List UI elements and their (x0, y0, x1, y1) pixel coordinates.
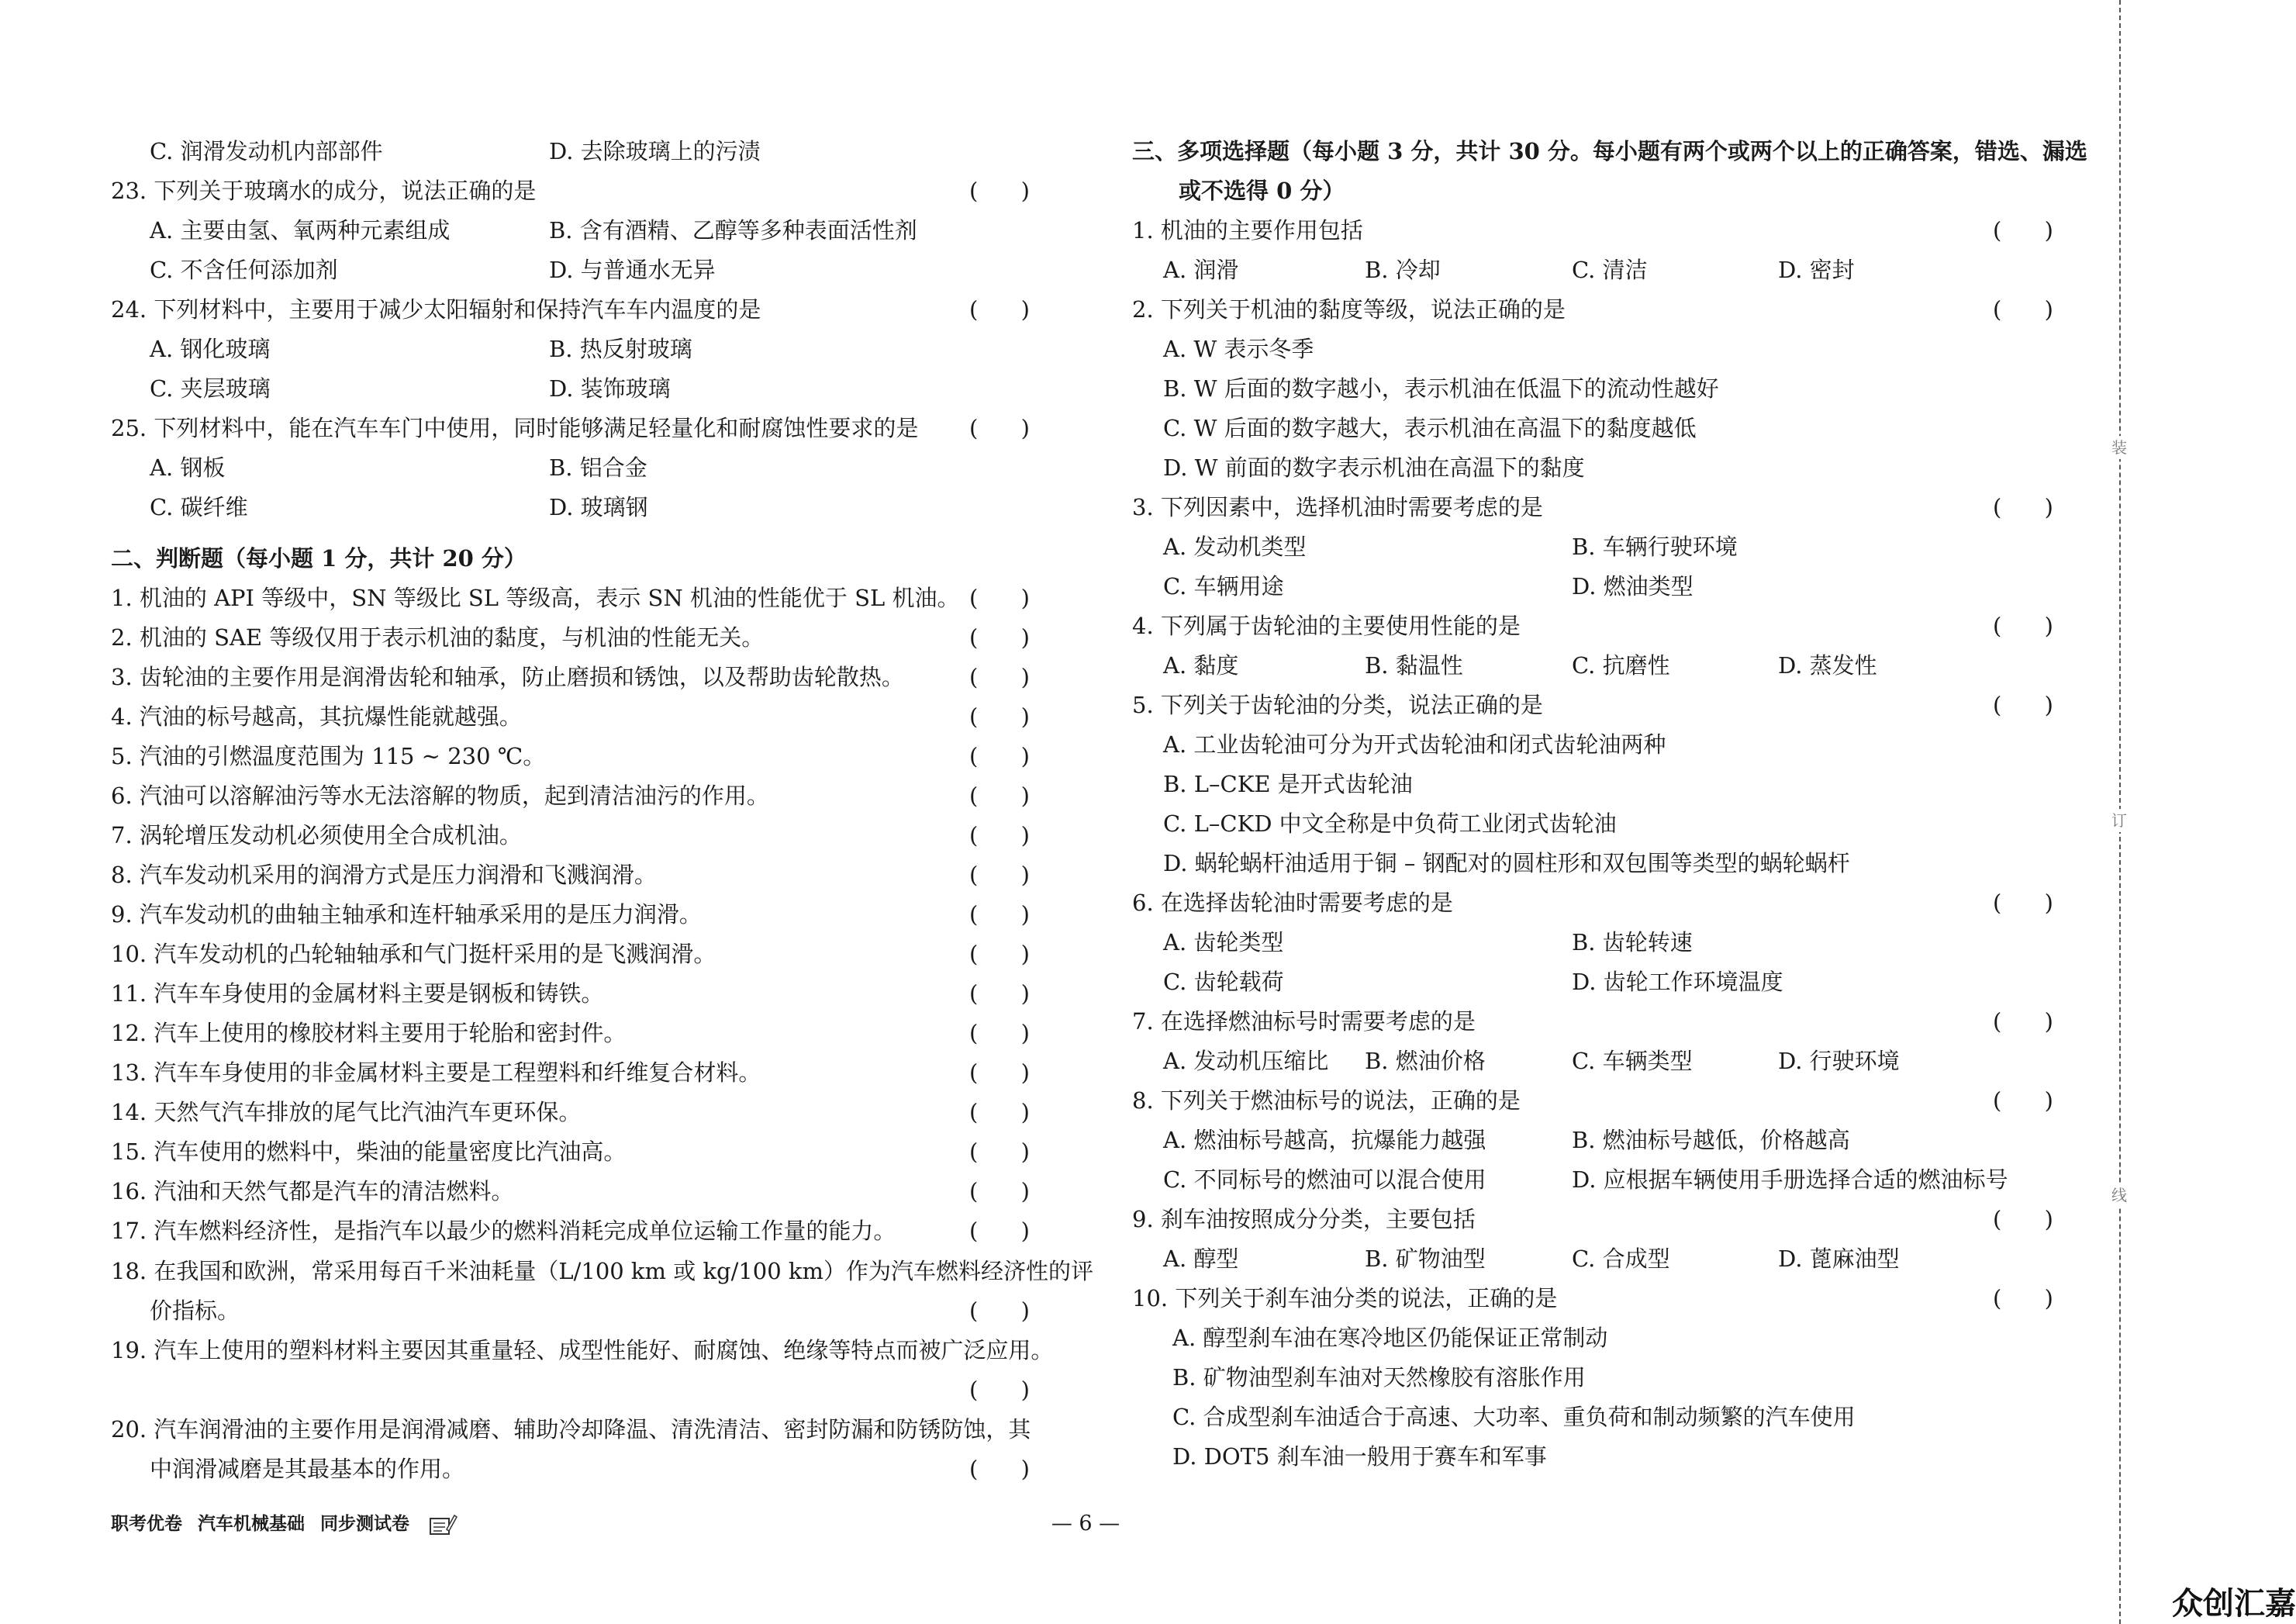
judgment-item-18: 18. 在我国和欧洲，常采用每百千米油耗量（L/100 km 或 kg/100 km）作为汽车燃料经济性的评 (111, 1258, 1093, 1284)
answer-paren: ( ) (969, 1139, 1030, 1165)
mc2-option-b: B. W 后面的数字越小，表示机油在低温下的流动性越好 (1163, 375, 1719, 402)
answer-paren: ( ) (969, 1297, 1030, 1324)
judgment-item-16: 16. 汽油和天然气都是汽车的清洁燃料。 (111, 1178, 514, 1204)
mc2-option-a: A. W 表示冬季 (1163, 336, 1314, 362)
mc2-option-d: D. W 前面的数字表示机油在高温下的黏度 (1163, 454, 1585, 481)
mc7-option-c: C. 车辆类型 (1572, 1048, 1693, 1074)
mc9-stem: 9. 刹车油按照成分分类，主要包括 (1132, 1206, 1476, 1232)
mc5-option-d: D. 蜗轮蜗杆油适用于铜 – 钢配对的圆柱形和双包围等类型的蜗轮蜗杆 (1163, 850, 1850, 876)
q24-option-c: C. 夹层玻璃 (150, 375, 271, 402)
mc8-option-d: D. 应根据车辆使用手册选择合适的燃油标号 (1572, 1166, 2008, 1193)
q23-option-b: B. 含有酒精、乙醇等多种表面活性剂 (549, 217, 917, 244)
mc9-option-d: D. 蓖麻油型 (1778, 1246, 1900, 1272)
mc7-option-a: A. 发动机压缩比 (1163, 1048, 1329, 1074)
mc3-stem: 3. 下列因素中，选择机油时需要考虑的是 (1132, 494, 1543, 520)
q24-stem: 24. 下列材料中，主要用于减少太阳辐射和保持汽车车内温度的是 (111, 296, 761, 323)
answer-paren: ( ) (1993, 890, 2053, 916)
judgment-item-5: 5. 汽油的引燃温度范围为 115 ~ 230 ℃。 (111, 743, 546, 769)
judgment-item-15: 15. 汽车使用的燃料中，柴油的能量密度比汽油高。 (111, 1139, 627, 1165)
mc5-option-c: C. L–CKD 中文全称是中负荷工业闭式齿轮油 (1163, 810, 1617, 837)
judgment-item-6: 6. 汽油可以溶解油污等水无法溶解的物质，起到清洁油污的作用。 (111, 783, 769, 809)
answer-paren: ( ) (1993, 1008, 2053, 1035)
answer-paren: ( ) (969, 585, 1030, 611)
mc1-option-d: D. 密封 (1778, 257, 1855, 283)
answer-paren: ( ) (1993, 296, 2053, 323)
judgment-item-8: 8. 汽车发动机采用的润滑方式是压力润滑和飞溅润滑。 (111, 862, 657, 888)
mc8-stem: 8. 下列关于燃油标号的说法，正确的是 (1132, 1087, 1521, 1114)
q25-option-d: D. 玻璃钢 (549, 494, 648, 520)
mc10-stem: 10. 下列关于刹车油分类的说法，正确的是 (1132, 1285, 1558, 1311)
section-2-title: 二、判断题（每小题 1 分，共计 20 分） (111, 545, 527, 572)
answer-paren: ( ) (969, 664, 1030, 690)
footer-book-info (111, 1511, 457, 1537)
mc10-option-c: C. 合成型刹车油适合于高速、大功率、重负荷和制动频繁的汽车使用 (1172, 1404, 1856, 1430)
q25-option-b: B. 铝合金 (549, 454, 647, 481)
mc6-option-d: D. 齿轮工作环境温度 (1572, 969, 1783, 995)
mc9-option-b: B. 矿物油型 (1365, 1246, 1486, 1272)
answer-paren: ( ) (969, 743, 1030, 769)
notebook-pen-icon (428, 1512, 457, 1537)
mc2-stem: 2. 下列关于机油的黏度等级，说法正确的是 (1132, 296, 1566, 323)
judgment-item-10: 10. 汽车发动机的凸轮轴轴承和气门挺杆采用的是飞溅润滑。 (111, 941, 716, 967)
q25-option-a: A. 钢板 (150, 454, 226, 481)
mc4-option-a: A. 黏度 (1163, 652, 1239, 679)
mc9-option-a: A. 醇型 (1163, 1246, 1239, 1272)
mc7-option-d: D. 行驶环境 (1778, 1048, 1900, 1074)
mc1-option-c: C. 清洁 (1572, 257, 1648, 283)
q23-stem: 23. 下列关于玻璃水的成分，说法正确的是 (111, 178, 537, 204)
mc10-option-d: D. DOT5 刹车油一般用于赛车和军事 (1172, 1443, 1547, 1470)
q24-option-d: D. 装饰玻璃 (549, 375, 671, 402)
mc6-option-b: B. 齿轮转速 (1572, 929, 1693, 955)
answer-paren: ( ) (969, 415, 1030, 441)
judgment-item-11: 11. 汽车车身使用的金属材料主要是钢板和铸铁。 (111, 980, 604, 1007)
mc6-option-a: A. 齿轮类型 (1163, 929, 1284, 955)
q25-option-c: C. 碳纤维 (150, 494, 248, 520)
judgment-item-14: 14. 天然气汽车排放的尾气比汽油汽车更环保。 (111, 1099, 582, 1125)
answer-paren: ( ) (1993, 1087, 2053, 1114)
mc3-option-d: D. 燃油类型 (1572, 573, 1694, 599)
judgment-item-19: 19. 汽车上使用的塑料材料主要因其重量轻、成型性能好、耐腐蚀、绝缘等特点而被广泛应用。 (111, 1337, 1054, 1363)
section-3-title: 三、多项选择题（每小题 3 分，共计 30 分。每小题有两个或两个以上的正确答案，错选、漏选 (1132, 138, 2087, 164)
mc1-stem: 1. 机油的主要作用包括 (1132, 217, 1363, 244)
judgment-item-4: 4. 汽油的标号越高，其抗爆性能就越强。 (111, 703, 522, 730)
answer-paren: ( ) (969, 783, 1030, 809)
mc3-option-c: C. 车辆用途 (1163, 573, 1284, 599)
answer-paren: ( ) (969, 1377, 1030, 1403)
mc9-option-c: C. 合成型 (1572, 1246, 1670, 1272)
answer-paren: ( ) (969, 1178, 1030, 1204)
answer-paren: ( ) (1993, 692, 2053, 718)
mc4-option-c: C. 抗磨性 (1572, 652, 1670, 679)
answer-paren: ( ) (969, 1456, 1030, 1482)
judgment-item-20-cont: 中润滑减磨是其最基本的作用。 (150, 1456, 465, 1482)
mc4-option-d: D. 蒸发性 (1778, 652, 1877, 679)
judgment-item-1: 1. 机油的 API 等级中，SN 等级比 SL 等级高，表示 SN 机油的性能优于 SL 机油。 (111, 585, 960, 611)
mc7-stem: 7. 在选择燃油标号时需要考虑的是 (1132, 1008, 1476, 1035)
mc5-option-a: A. 工业齿轮油可分为开式齿轮油和闭式齿轮油两种 (1163, 731, 1666, 758)
q24-option-a: A. 钢化玻璃 (150, 336, 271, 362)
answer-paren: ( ) (969, 862, 1030, 888)
binding-mark-zhuang: 装 (2108, 436, 2131, 459)
answer-paren: ( ) (969, 901, 1030, 928)
answer-paren: ( ) (969, 980, 1030, 1007)
footer-series: 职考优卷 (111, 1514, 182, 1534)
answer-paren: ( ) (969, 703, 1030, 730)
mc4-option-b: B. 黏温性 (1365, 652, 1463, 679)
mc3-option-b: B. 车辆行驶环境 (1572, 534, 1738, 560)
answer-paren: ( ) (969, 296, 1030, 323)
mc8-option-b: B. 燃油标号越低，价格越高 (1572, 1127, 1850, 1153)
mc4-stem: 4. 下列属于齿轮油的主要使用性能的是 (1132, 613, 1521, 639)
answer-paren: ( ) (1993, 494, 2053, 520)
mc10-option-b: B. 矿物油型刹车油对天然橡胶有溶胀作用 (1172, 1364, 1586, 1391)
q23-option-a: A. 主要由氢、氧两种元素组成 (150, 217, 451, 244)
mc7-option-b: B. 燃油价格 (1365, 1048, 1486, 1074)
binding-mark-xian: 线 (2108, 1183, 2131, 1207)
watermark-logo: 众创汇嘉 (2172, 1586, 2296, 1622)
footer-subject: 汽车机械基础 (198, 1514, 306, 1534)
answer-paren: ( ) (969, 178, 1030, 204)
mc8-option-c: C. 不同标号的燃油可以混合使用 (1163, 1166, 1486, 1193)
judgment-item-13: 13. 汽车车身使用的非金属材料主要是工程塑料和纤维复合材料。 (111, 1059, 761, 1086)
q23-option-c: C. 不含任何添加剂 (150, 257, 338, 283)
binding-mark-ding: 订 (2108, 809, 2131, 832)
judgment-item-18-cont: 价指标。 (150, 1297, 240, 1324)
q22-option-c: C. 润滑发动机内部部件 (150, 138, 383, 164)
answer-paren: ( ) (969, 1020, 1030, 1046)
q25-stem: 25. 下列材料中，能在汽车车门中使用，同时能够满足轻量化和耐腐蚀性要求的是 (111, 415, 919, 441)
judgment-item-20: 20. 汽车润滑油的主要作用是润滑减磨、辅助冷却降温、清洗清洁、密封防漏和防锈防蚀，其 (111, 1416, 1031, 1443)
mc6-option-c: C. 齿轮载荷 (1163, 969, 1284, 995)
answer-paren: ( ) (969, 822, 1030, 848)
page-number: — 6 — (1051, 1512, 1120, 1536)
mc2-option-c: C. W 后面的数字越大，表示机油在高温下的黏度越低 (1163, 415, 1697, 441)
mc1-option-b: B. 冷却 (1365, 257, 1441, 283)
judgment-item-9: 9. 汽车发动机的曲轴主轴承和连杆轴承采用的是压力润滑。 (111, 901, 702, 928)
answer-paren: ( ) (1993, 1285, 2053, 1311)
answer-paren: ( ) (1993, 613, 2053, 639)
judgment-item-2: 2. 机油的 SAE 等级仅用于表示机油的黏度，与机油的性能无关。 (111, 624, 765, 651)
mc1-option-a: A. 润滑 (1163, 257, 1239, 283)
judgment-item-7: 7. 涡轮增压发动机必须使用全合成机油。 (111, 822, 522, 848)
footer-type: 同步测试卷 (320, 1514, 410, 1534)
answer-paren: ( ) (969, 1099, 1030, 1125)
mc3-option-a: A. 发动机类型 (1163, 534, 1307, 560)
mc5-stem: 5. 下列关于齿轮油的分类，说法正确的是 (1132, 692, 1543, 718)
judgment-item-17: 17. 汽车燃料经济性，是指汽车以最少的燃料消耗完成单位运输工作量的能力。 (111, 1218, 896, 1244)
mc10-option-a: A. 醇型刹车油在寒冷地区仍能保证正常制动 (1172, 1325, 1608, 1351)
mc8-option-a: A. 燃油标号越高，抗爆能力越强 (1163, 1127, 1486, 1153)
judgment-item-3: 3. 齿轮油的主要作用是润滑齿轮和轴承，防止磨损和锈蚀，以及帮助齿轮散热。 (111, 664, 904, 690)
answer-paren: ( ) (1993, 217, 2053, 244)
q23-option-d: D. 与普通水无异 (549, 257, 716, 283)
answer-paren: ( ) (969, 941, 1030, 967)
q22-option-d: D. 去除玻璃上的污渍 (549, 138, 761, 164)
answer-paren: ( ) (1993, 1206, 2053, 1232)
judgment-item-12: 12. 汽车上使用的橡胶材料主要用于轮胎和密封件。 (111, 1020, 627, 1046)
section-3-title-cont: 或不选得 0 分） (1179, 178, 1345, 204)
answer-paren: ( ) (969, 624, 1030, 651)
answer-paren: ( ) (969, 1059, 1030, 1086)
answer-paren: ( ) (969, 1218, 1030, 1244)
mc6-stem: 6. 在选择齿轮油时需要考虑的是 (1132, 890, 1453, 916)
q24-option-b: B. 热反射玻璃 (549, 336, 692, 362)
mc5-option-b: B. L–CKE 是开式齿轮油 (1163, 771, 1413, 797)
